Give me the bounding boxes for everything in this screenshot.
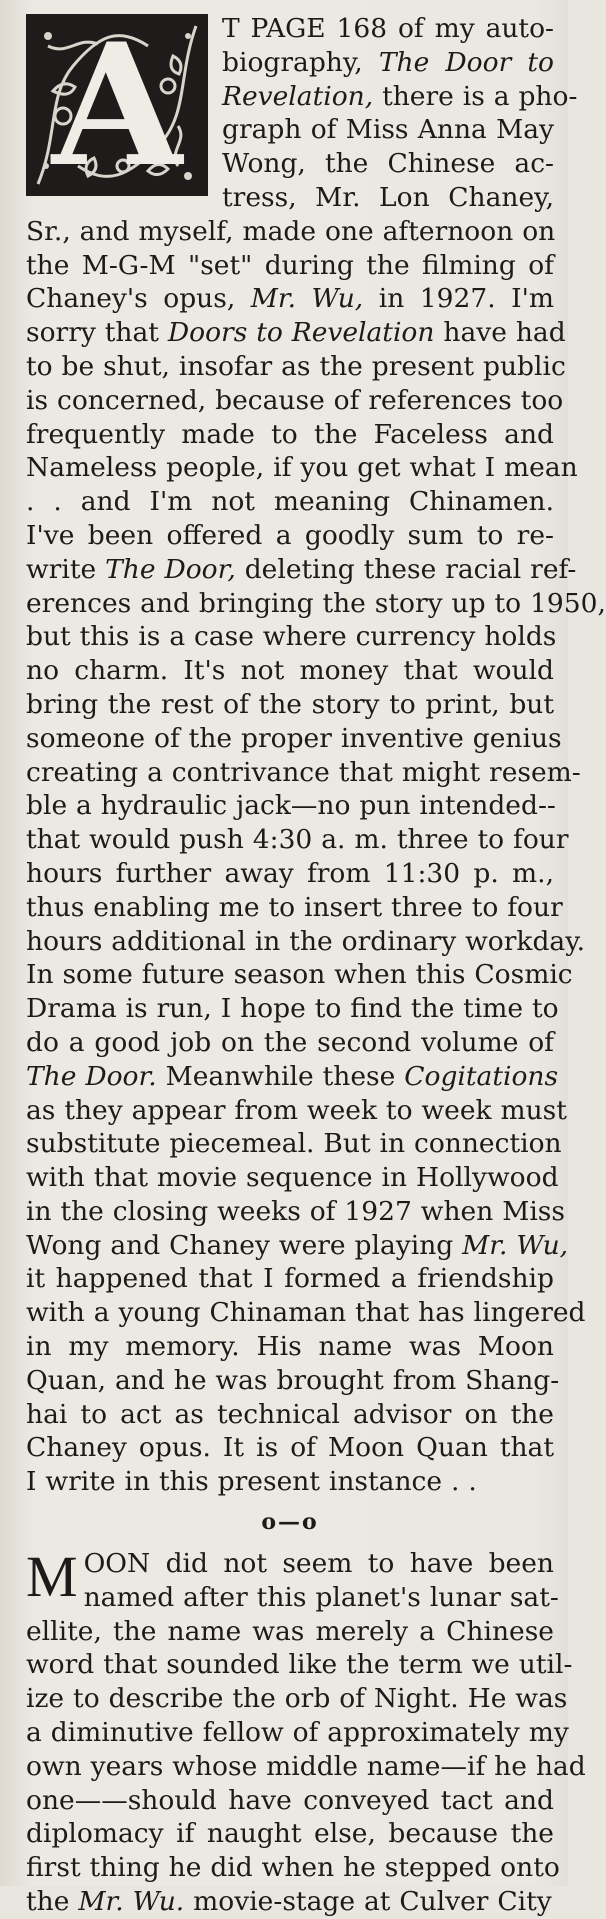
paragraph-2-line: first thing he did when he stepped onto: [26, 1852, 560, 1884]
paragraph-1-line: Nameless people, if you get what I mean: [26, 452, 578, 484]
paragraph-1-line: in my memory. His name was Moon: [26, 1331, 554, 1363]
paragraph-2-line: OON did not seem to have been: [83, 1548, 554, 1580]
paragraph-1-line: ble a hydraulic jack—no pun intended--: [26, 790, 556, 822]
section-separator: o—o: [261, 1509, 319, 1536]
paragraph-1-line: with that movie sequence in Hollywood: [26, 1162, 559, 1194]
paragraph-1-line: hours additional in the ordinary workday.: [26, 925, 586, 957]
paragraph-1-line: the M-G-M "set" during the filming of: [26, 249, 554, 281]
article-column: [26, 6, 606, 1919]
italic-title: Mr. Wu,: [462, 1229, 569, 1261]
paragraph-1-line: Chaney's opus, Mr. Wu, in 1927. I'm: [26, 283, 554, 315]
paragraph-initial: M: [26, 1544, 78, 1610]
dropcap-block: [26, 6, 208, 204]
paragraph-1-line: in the closing weeks of 1927 when Miss: [26, 1195, 565, 1227]
italic-title: Mr. Wu.: [78, 1886, 185, 1918]
paragraph-1-line: Wong and Chaney were playing Mr. Wu,: [26, 1229, 569, 1261]
paragraph-2-lines: [26, 1544, 586, 1919]
paragraph-1-line: hai to act as technical advisor on the: [26, 1398, 554, 1430]
paragraph-2-line: named after this planet's lunar sat-: [83, 1581, 559, 1613]
paragraph-1-line: Sr., and myself, made one afternoon on: [26, 215, 556, 247]
paragraph-1-line: frequently made to the Faceless and: [26, 418, 554, 450]
paragraph-1-line: I've been offered a goodly sum to re-: [26, 519, 554, 551]
paragraph-2-line: ize to describe the orb of Night. He was: [26, 1683, 568, 1715]
italic-title: The Door.: [26, 1060, 157, 1092]
paragraph-1-line: creating a contrivance that might resem-: [26, 756, 581, 788]
paragraph-1-line: erences and bringing the story up to 1950,: [26, 587, 606, 619]
paragraph-1-line: sorry that Doors to Revelation have had: [26, 317, 566, 349]
paragraph-1-line: graph of Miss Anna May: [222, 114, 554, 146]
paragraph-1-line: I write in this present instance . .: [26, 1466, 477, 1498]
paragraph-1-line: write The Door, deleting these racial ref-: [26, 553, 577, 585]
paragraph-1-line: to be shut, insofar as the present public: [26, 350, 566, 382]
paragraph-2-line: a diminutive fellow of approximately my: [26, 1717, 569, 1749]
paragraph-2-line: the Mr. Wu. movie-stage at Culver City: [26, 1886, 552, 1918]
dropcap-letter: A: [51, 6, 183, 204]
paragraph-1-line: but this is a case where currency holds: [26, 621, 557, 653]
paragraph-1: [26, 6, 606, 1499]
paragraph-1-line: Revelation, there is a pho-: [222, 80, 578, 112]
italic-title: Mr. Wu,: [250, 283, 364, 315]
paragraph-2-line: word that sounded like the term we util-: [26, 1649, 573, 1681]
italic-title: The Door to: [378, 46, 555, 78]
italic-title: The Door,: [105, 553, 236, 585]
paragraph-2-line: ellite, the name was merely a Chinese: [26, 1615, 554, 1647]
paragraph-1-line: tress, Mr. Lon Chaney,: [222, 181, 554, 213]
italic-title: Revelation,: [222, 80, 374, 112]
paragraph-1-line: Wong, the Chinese ac-: [222, 148, 554, 180]
paragraph-1-line: Quan, and he was brought from Shang-: [26, 1364, 560, 1396]
paragraph-1-line: is concerned, because of references too: [26, 384, 564, 416]
paragraph-1-line: The Door. Meanwhile these Cogitations: [26, 1060, 559, 1092]
italic-title: Cogitations: [404, 1060, 559, 1092]
paragraph-1-line: do a good job on the second volume of: [26, 1026, 554, 1058]
paragraph-1-line: hours further away from 11:30 p. m.,: [26, 857, 554, 889]
paragraph-1-line: someone of the proper inventive genius: [26, 722, 562, 754]
paragraph-1-line: biography, The Door to: [222, 46, 555, 78]
paragraph-1-line: no charm. It's not money that would: [26, 655, 554, 687]
paragraph-1-line: Chaney opus. It is of Moon Quan that: [26, 1432, 554, 1464]
ornamental-vine-dropcap-icon: [26, 6, 208, 204]
paragraph-1-line: with a young Chinaman that has lingered: [26, 1297, 586, 1329]
paragraph-1-line: substitute piecemeal. But in connection: [26, 1128, 562, 1160]
italic-title: Doors to Revelation: [167, 317, 435, 349]
paragraph-1-line: thus enabling me to insert three to four: [26, 891, 563, 923]
paragraph-1-line: it happened that I formed a friendship: [26, 1263, 554, 1295]
paragraph-1-line: T PAGE 168 of my auto-: [222, 13, 554, 44]
paragraph-2-line: diplomacy if naught else, because the: [26, 1818, 554, 1850]
paragraph-1-line: . . and I'm not meaning Chinamen.: [26, 486, 554, 518]
paragraph-2-line: own years whose middle name—if he had: [26, 1750, 586, 1782]
paragraph-1-line: that would push 4:30 a. m. three to four: [26, 824, 569, 856]
paragraph-1-line: bring the rest of the story to print, but: [26, 688, 554, 720]
paragraph-1-line: as they appear from week to week must: [26, 1094, 567, 1126]
paragraph-2-line: one——should have conveyed tact and: [26, 1784, 554, 1816]
paragraph-1-line: Drama is run, I hope to find the time to: [26, 993, 559, 1025]
paragraph-1-line: In some future season when this Cosmic: [26, 959, 573, 991]
paragraph-2: [26, 1544, 586, 1919]
